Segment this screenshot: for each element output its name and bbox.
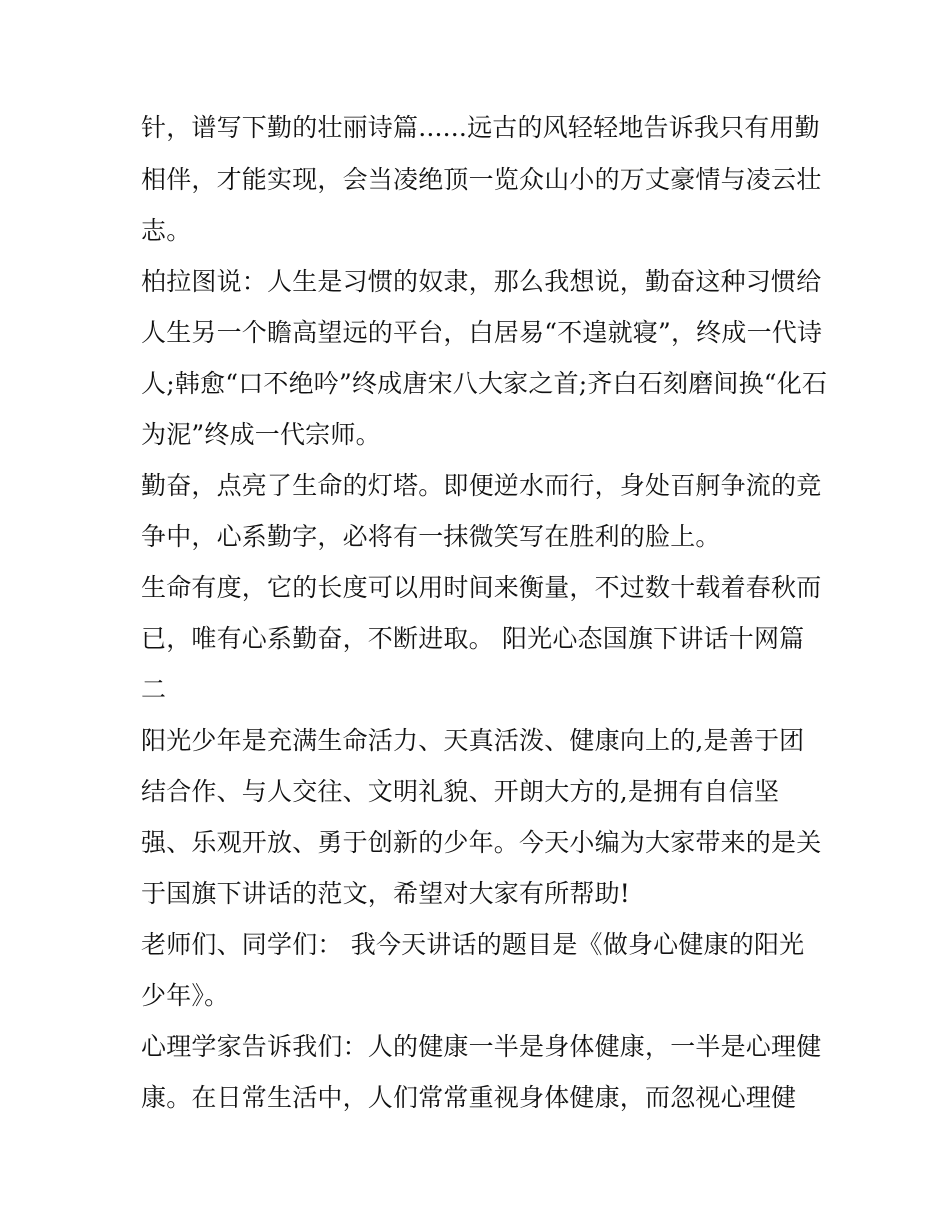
text-line: 勤奋，点亮了生命的灯塔。即便逆水而行，身处百舸争流的竞 xyxy=(141,471,822,500)
text-line: 柏拉图说：人生是习惯的奴隶，那么我想说，勤奋这种习惯给 xyxy=(141,267,822,296)
text-line: 争中，心系勤字，必将有一抹微笑写在胜利的脸上。 xyxy=(141,522,721,551)
text-line: 人生另一个瞻高望远的平台，白居易“不遑就寝”，终成一代诗 xyxy=(141,318,823,347)
text-line: 老师们、同学们： 我今天讲话的题目是《做身心健康的阳光 xyxy=(141,930,805,959)
text-line: 结合作、与人交往、文明礼貌、开朗大方的,是拥有自信坚 xyxy=(141,777,780,806)
text-line: 针，谱写下勤的壮丽诗篇......远古的风轻轻地告诉我只有用勤 xyxy=(141,113,820,142)
text-line: 心理学家告诉我们：人的健康一半是身体健康，一半是心理健 xyxy=(141,1032,822,1061)
text-line: 少年》。 xyxy=(141,981,230,1010)
text-line: 生命有度，它的长度可以用时间来衡量，不过数十载着春秋而 xyxy=(141,573,822,602)
text-line: 康。在日常生活中，人们常常重视身体健康，而忽视心理健 xyxy=(141,1083,797,1112)
text-line: 已，唯有心系勤奋，不断进取。 阳光心态国旗下讲话十网篇 xyxy=(141,624,805,653)
text-line: 阳光少年是充满生命活力、天真活泼、健康向上的,是善于团 xyxy=(141,726,805,755)
text-line: 强、乐观开放、勇于创新的少年。今天小编为大家带来的是关 xyxy=(141,828,822,857)
text-line: 人;韩愈“口不绝吟”终成唐宋八大家之首;齐白石刻磨间换“化石 xyxy=(141,369,828,398)
text-line: 为泥”终成一代宗师。 xyxy=(141,420,381,449)
text-line: 于国旗下讲话的范文，希望对大家有所帮助! xyxy=(141,879,631,908)
text-line: 志。 xyxy=(141,216,192,245)
text-line: 相伴，才能实现，会当凌绝顶一览众山小的万丈豪情与凌云壮 xyxy=(141,165,822,194)
text-line: 二 xyxy=(141,675,167,704)
